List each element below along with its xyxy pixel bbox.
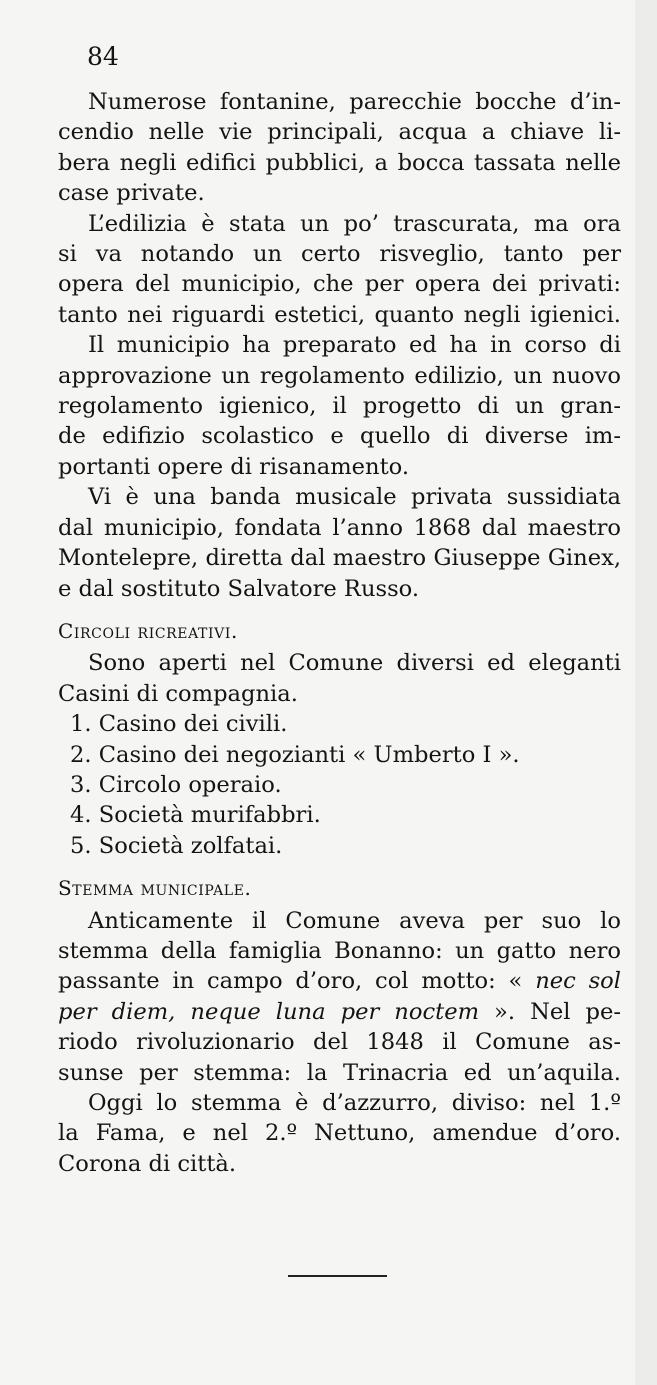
text-line: riodo rivoluzionario del 1848 il Comune as-	[58, 1029, 621, 1056]
text-line: bera negli edifici pubblici, a bocca tassata nelle	[58, 149, 621, 176]
motto-text: per diem, neque luna per noctem	[58, 998, 479, 1025]
text-line: case private.	[58, 180, 205, 207]
text-line: sunse per stemma: la Trinacria ed un’aquila.	[58, 1059, 621, 1086]
list-item: 2. Casino dei negozianti « Umberto I ».	[70, 741, 520, 768]
paragraph-fontanine	[58, 87, 621, 209]
text-line: dal municipio, fondata l’anno 1868 dal maestro	[58, 514, 621, 541]
text-line: Montelepre, diretta dal maestro Giuseppe Ginex,	[58, 545, 621, 572]
text-line: si va notando un certo risveglio, tanto per	[58, 241, 621, 268]
list-item: 4. Società murifabbri.	[70, 802, 321, 829]
paragraph-edilizia	[58, 209, 621, 331]
section-heading-stemma: Stemma municipale.	[58, 876, 252, 901]
paragraph-banda	[58, 482, 621, 604]
paragraph-stemma-oggi	[58, 1088, 621, 1179]
text-line	[58, 966, 621, 996]
text-line: approvazione un regolamento edilizio, un nuovo	[58, 362, 621, 389]
text-line: stemma della famiglia Bonanno: un gatto nero	[58, 937, 621, 964]
text-line: opera del municipio, che per opera dei privati:	[58, 271, 621, 298]
paragraph-municipio	[58, 330, 621, 482]
text-line: Numerose fontanine, parecchie bocche d’in-	[88, 89, 621, 115]
text-line: regolamento igienico, il progetto di un gran-	[58, 393, 621, 420]
list-item: 3. Circolo operaio.	[70, 771, 282, 798]
text-line: Vi è una banda musicale privata sussidiata	[88, 484, 621, 511]
motto-text: nec sol	[535, 968, 621, 995]
text-line: e dal sostituto Salvatore Russo.	[58, 575, 420, 602]
paragraph-stemma-history	[58, 906, 621, 1088]
text-line: de edifizio scolastico e quello di diverse im-	[58, 423, 621, 450]
page-number: 84	[87, 42, 119, 71]
text-line: Corona di città.	[58, 1150, 237, 1177]
text-line: Oggi lo stemma è d’azzurro, diviso: nel 1.º	[88, 1090, 621, 1116]
text-line	[58, 997, 621, 1027]
text-line: la Fama, e nel 2.º Nettuno, amendue d’oro.	[58, 1120, 621, 1147]
text-line: tanto nei riguardi estetici, quanto negli igienici.	[58, 301, 621, 328]
text-line: Il municipio ha preparato ed ha in corso di	[88, 332, 621, 359]
text-line: Anticamente il Comune aveva per suo lo	[88, 907, 621, 934]
text-line: L’edilizia è stata un po’ trascurata, ma ora	[88, 210, 621, 237]
page-edge	[635, 0, 657, 1385]
text-line: cendio nelle vie principali, acqua a chiave li-	[58, 119, 621, 146]
list-item: 1. Casino dei civili.	[70, 711, 288, 738]
section-heading-circoli: Circoli ricreativi.	[58, 618, 238, 643]
text-line: portanti opere di risanamento.	[58, 453, 410, 480]
section-end-rule	[288, 1275, 387, 1277]
text-run: passante in campo d’oro, col motto: «	[58, 968, 536, 995]
text-line: Sono aperti nel Comune diversi ed eleganti	[88, 650, 621, 677]
text-line: Casini di compagnia.	[58, 680, 298, 707]
text-run: ». Nel pe-	[479, 998, 621, 1025]
paragraph-circoli-intro	[58, 648, 621, 709]
list-item: 5. Società zolfatai.	[70, 832, 283, 859]
page-body	[58, 87, 621, 1179]
circoli-list	[58, 709, 621, 861]
